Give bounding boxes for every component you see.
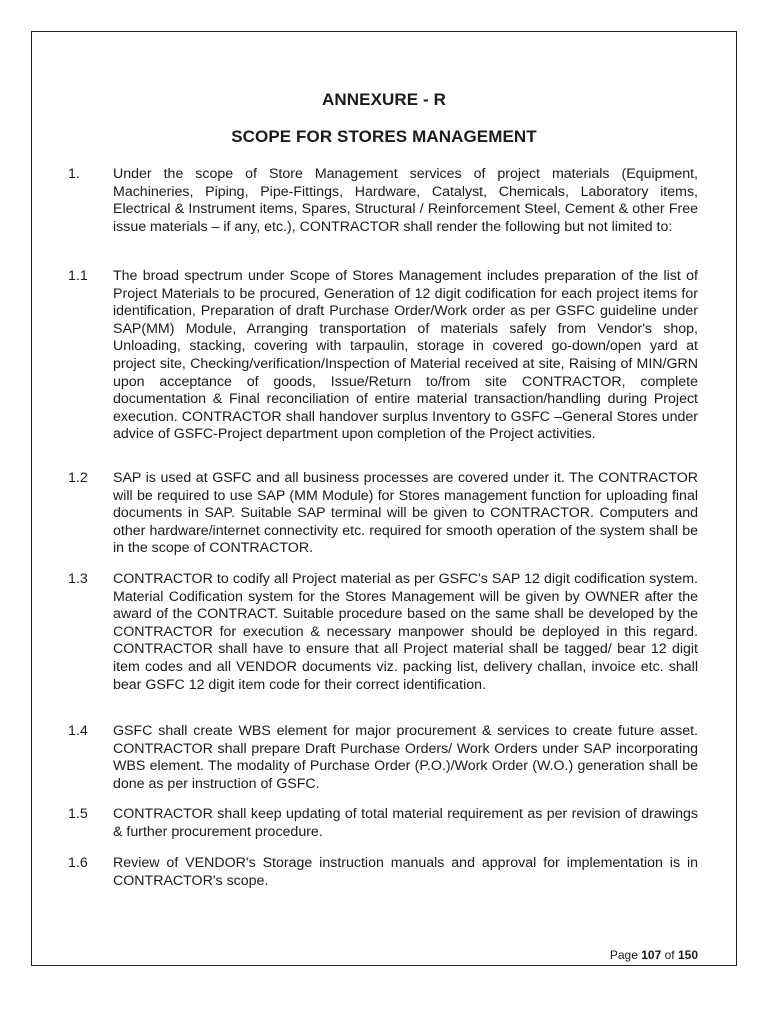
page-label: Page bbox=[609, 948, 638, 962]
clause-number: 1.5 bbox=[68, 806, 88, 822]
annexure-title: ANNEXURE - R bbox=[322, 90, 446, 109]
clause-number: 1. bbox=[68, 166, 80, 182]
scope-title: SCOPE FOR STORES MANAGEMENT bbox=[231, 127, 537, 146]
clause-text: CONTRACTOR shall keep updating of total material requirement as per revision of drawings & further procurement procedure. bbox=[113, 806, 698, 840]
total-pages: 150 bbox=[677, 948, 698, 962]
page-footer bbox=[610, 948, 698, 962]
clause-text: CONTRACTOR to codify all Project material as per GSFC's SAP 12 digit codification system. Material Codification system for the Stores Management will be given by OWNER after the award of the CONTRACT. Suitable procedure based on the same shall be developed by the CONTRACTOR for execution & necessary manpower should be deployed in this regard. CONTRACTOR shall have to ensure that all Project material shall be tagged/ bear 12 digit item codes and all VENDOR documents viz. packing list, delivery challan, invoice etc. shall bear GSFC 12 digit item code for their correct identification. bbox=[113, 571, 698, 693]
clause-number: 1.1 bbox=[68, 268, 88, 284]
clause-text: Review of VENDOR's Storage instruction manuals and approval for implementation is in CONTRACTOR's scope. bbox=[113, 855, 698, 889]
page-frame bbox=[31, 31, 737, 966]
clause-number: 1.3 bbox=[68, 571, 88, 587]
clause-number: 1.2 bbox=[68, 470, 88, 486]
clause-text: Under the scope of Store Management services of project materials (Equipment, Machineries, Piping, Pipe-Fittings, Hardware, Catalyst, Chemicals, Laboratory items, Electrical & Instrument items, Spares, Structural / Reinforcement Steel, Cement & other Free issue materials – if any, etc.), CONTRACTOR shall render the following but not limited to: bbox=[113, 166, 698, 235]
clause-number: 1.4 bbox=[68, 723, 88, 739]
of-label: of bbox=[664, 948, 675, 962]
clause-text: GSFC shall create WBS element for major procurement & services to create future asset. CONTRACTOR shall prepare Draft Purchase Orders/ Work Orders under SAP incorporating WBS element. The modality of Purchase Order (P.O.)/Work Order (W.O.) generation shall be done as per instruction of GSFC. bbox=[113, 723, 698, 792]
clause-number: 1.6 bbox=[68, 855, 88, 871]
clause-text: SAP is used at GSFC and all business processes are covered under it. The CONTRACTOR will be required to use SAP (MM Module) for Stores management function for uploading final documents in SAP. Suitable SAP terminal will be given to CONTRACTOR. Computers and other hardware/internet connectivity etc. required for smooth operation of the system shall be in the scope of CONTRACTOR. bbox=[113, 470, 698, 557]
page-number: 107 bbox=[641, 948, 662, 962]
clause-text: The broad spectrum under Scope of Stores Management includes preparation of the list of Project Materials to be procured, Generation of 12 digit codification for each project items for identification, Preparation of draft Purchase Order/Work order as per GSFC guideline under SAP(MM) Module, Arranging transportation of materials safely from Vendor's shop, Unloading, stacking, covering with tarpaulin, storage in covered go-down/open yard at project site, Checking/verification/Inspection of Material received at site, Raising of MIN/GRN upon acceptance of goods, Issue/Return to/from site CONTRACTOR, complete documentation & Final reconciliation of entire material transaction/handling during Project execution. CONTRACTOR shall handover surplus Inventory to GSFC –General Stores under advice of GSFC-Project department upon completion of the Project activities. bbox=[113, 268, 698, 443]
